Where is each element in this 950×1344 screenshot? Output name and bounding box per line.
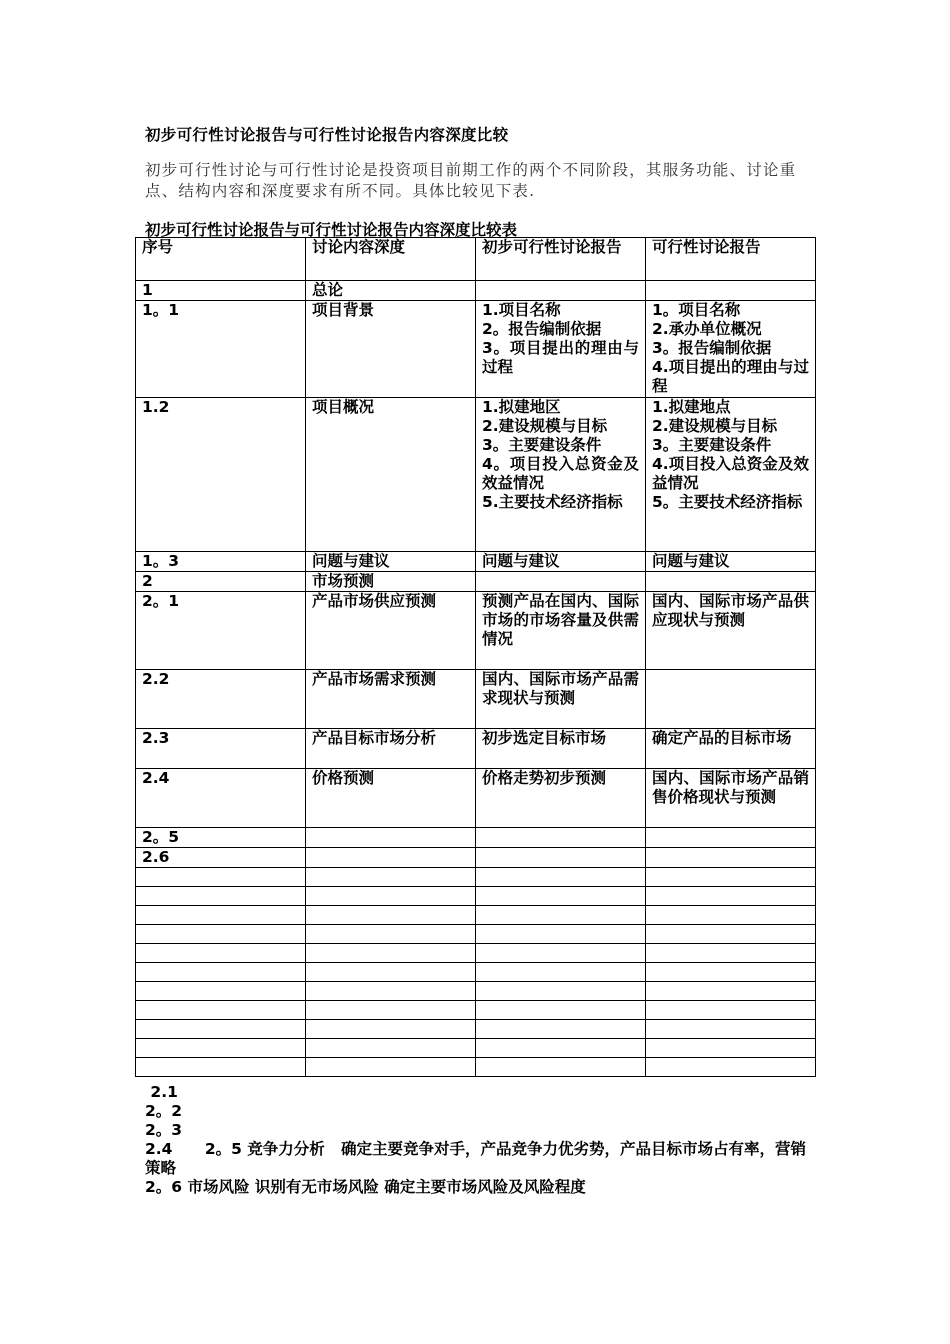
document-title: 初步可行性讨论报告与可行性讨论报告内容深度比较: [145, 126, 509, 144]
trailing-line: 2.1: [145, 1083, 178, 1101]
empty-cell: [306, 982, 476, 1001]
empty-cell: [476, 982, 646, 1001]
empty-cell: [136, 906, 306, 925]
empty-cell: [476, 906, 646, 925]
table-caption: 初步可行性讨论报告与可行性讨论报告内容深度比较表: [145, 221, 518, 239]
empty-cell: [476, 1039, 646, 1058]
cell-index: 2。5: [136, 828, 306, 848]
empty-cell: [306, 925, 476, 944]
trailing-line: 2。2: [145, 1102, 183, 1120]
empty-cell: [306, 868, 476, 887]
table-row: [136, 552, 816, 572]
empty-cell: [646, 887, 816, 906]
cell-index: 1.2: [136, 398, 306, 552]
cell-index: 2.4: [136, 769, 306, 828]
empty-cell: [306, 1058, 476, 1077]
cell-content-depth: [306, 828, 476, 848]
empty-table-row: [136, 1058, 816, 1077]
table-row: [136, 592, 816, 670]
empty-table-row: [136, 1039, 816, 1058]
cell-feasibility-report: 1.拟建地点 2.建设规模与目标 3。主要建设条件 4.项目投入总资金及效益情况 5。主要技术经济指标: [646, 398, 816, 552]
cell-content-depth: 项目概况: [306, 398, 476, 552]
empty-cell: [476, 925, 646, 944]
cell-content-depth: 产品市场供应预测: [306, 592, 476, 670]
empty-cell: [136, 1039, 306, 1058]
empty-table-row: [136, 982, 816, 1001]
empty-cell: [646, 1001, 816, 1020]
table-row: [136, 281, 816, 301]
empty-cell: [476, 963, 646, 982]
cell-prelim-report: [476, 828, 646, 848]
empty-cell: [646, 868, 816, 887]
empty-cell: [306, 1039, 476, 1058]
empty-cell: [306, 1020, 476, 1039]
empty-cell: [476, 1058, 646, 1077]
cell-prelim-report: 1.拟建地区 2.建设规模与目标 3。主要建设条件 4。项目投入总资金及效益情况 5.主要技术经济指标: [476, 398, 646, 552]
cell-index: 1。3: [136, 552, 306, 572]
empty-table-row: [136, 963, 816, 982]
empty-cell: [136, 1001, 306, 1020]
empty-cell: [136, 982, 306, 1001]
cell-content-depth: 项目背景: [306, 301, 476, 398]
empty-cell: [136, 868, 306, 887]
table-row: [136, 828, 816, 848]
cell-content-depth: 价格预测: [306, 769, 476, 828]
table-row: [136, 301, 816, 398]
cell-feasibility-report: 国内、国际市场产品销售价格现状与预测: [646, 769, 816, 828]
comparison-table: [135, 237, 816, 1077]
empty-cell: [646, 1020, 816, 1039]
trailing-line: 2。6 市场风险 识别有无市场风险 确定主要市场风险及风险程度: [145, 1178, 586, 1196]
table-row: [136, 670, 816, 729]
empty-cell: [646, 982, 816, 1001]
header-cell-feasibility-report: 可行性讨论报告: [646, 238, 816, 281]
empty-cell: [136, 925, 306, 944]
cell-content-depth: [306, 848, 476, 868]
cell-content-depth: 总论: [306, 281, 476, 301]
empty-cell: [476, 1001, 646, 1020]
table-row: [136, 398, 816, 552]
cell-prelim-report: 价格走势初步预测: [476, 769, 646, 828]
cell-feasibility-report: 国内、国际市场产品供应现状与预测: [646, 592, 816, 670]
empty-cell: [136, 1058, 306, 1077]
header-cell-prelim-report: 初步可行性讨论报告: [476, 238, 646, 281]
empty-table-row: [136, 944, 816, 963]
cell-content-depth: 产品市场需求预测: [306, 670, 476, 729]
empty-cell: [306, 906, 476, 925]
cell-prelim-report: 1.项目名称 2。报告编制依据 3。项目提出的理由与过程: [476, 301, 646, 398]
intro-paragraph: 初步可行性讨论与可行性讨论是投资项目前期工作的两个不同阶段，其服务功能、讨论重点、结构内容和深度要求有所不同。具体比较见下表.: [145, 161, 797, 200]
empty-cell: [476, 868, 646, 887]
empty-cell: [646, 1058, 816, 1077]
cell-prelim-report: [476, 572, 646, 592]
table-row: [136, 848, 816, 868]
cell-prelim-report: [476, 281, 646, 301]
cell-feasibility-report: 问题与建议: [646, 552, 816, 572]
cell-prelim-report: [476, 848, 646, 868]
cell-index: 1。1: [136, 301, 306, 398]
cell-content-depth: 市场预测: [306, 572, 476, 592]
trailing-line: 2。3: [145, 1121, 183, 1139]
header-cell-content-depth: 讨论内容深度: [306, 238, 476, 281]
cell-feasibility-report: 1。项目名称 2.承办单位概况 3。报告编制依据 4.项目提出的理由与过程: [646, 301, 816, 398]
empty-cell: [136, 1020, 306, 1039]
empty-cell: [136, 963, 306, 982]
table-header-row: [136, 238, 816, 281]
empty-cell: [646, 906, 816, 925]
empty-cell: [476, 1020, 646, 1039]
empty-table-row: [136, 1001, 816, 1020]
empty-table-row: [136, 1020, 816, 1039]
empty-cell: [476, 944, 646, 963]
cell-prelim-report: 国内、国际市场产品需求现状与预测: [476, 670, 646, 729]
empty-cell: [136, 944, 306, 963]
empty-cell: [646, 963, 816, 982]
cell-index: 2: [136, 572, 306, 592]
empty-table-row: [136, 887, 816, 906]
empty-table-row: [136, 868, 816, 887]
table-row: [136, 729, 816, 769]
cell-feasibility-report: [646, 572, 816, 592]
cell-index: 2.6: [136, 848, 306, 868]
empty-cell: [646, 944, 816, 963]
cell-content-depth: 产品目标市场分析: [306, 729, 476, 769]
cell-index: 2.3: [136, 729, 306, 769]
cell-content-depth: 问题与建议: [306, 552, 476, 572]
empty-cell: [646, 925, 816, 944]
empty-table-row: [136, 925, 816, 944]
cell-feasibility-report: [646, 828, 816, 848]
cell-prelim-report: 初步选定目标市场: [476, 729, 646, 769]
empty-cell: [306, 887, 476, 906]
empty-cell: [476, 887, 646, 906]
table-row: [136, 572, 816, 592]
cell-feasibility-report: [646, 281, 816, 301]
cell-prelim-report: 预测产品在国内、国际市场的市场容量及供需情况: [476, 592, 646, 670]
header-cell-index: 序号: [136, 238, 306, 281]
cell-prelim-report: 问题与建议: [476, 552, 646, 572]
cell-index: 2.2: [136, 670, 306, 729]
empty-cell: [306, 944, 476, 963]
cell-feasibility-report: [646, 848, 816, 868]
trailing-notes: [145, 1083, 815, 1197]
empty-cell: [136, 887, 306, 906]
table-row: [136, 769, 816, 828]
empty-cell: [646, 1039, 816, 1058]
cell-feasibility-report: 确定产品的目标市场: [646, 729, 816, 769]
empty-table-row: [136, 906, 816, 925]
cell-feasibility-report: [646, 670, 816, 729]
empty-cell: [306, 963, 476, 982]
trailing-line: 2.4 2。5 竞争力分析 确定主要竞争对手，产品竞争力优劣势，产品目标市场占有率，营销策略: [145, 1140, 806, 1177]
cell-index: 1: [136, 281, 306, 301]
empty-cell: [306, 1001, 476, 1020]
cell-index: 2。1: [136, 592, 306, 670]
